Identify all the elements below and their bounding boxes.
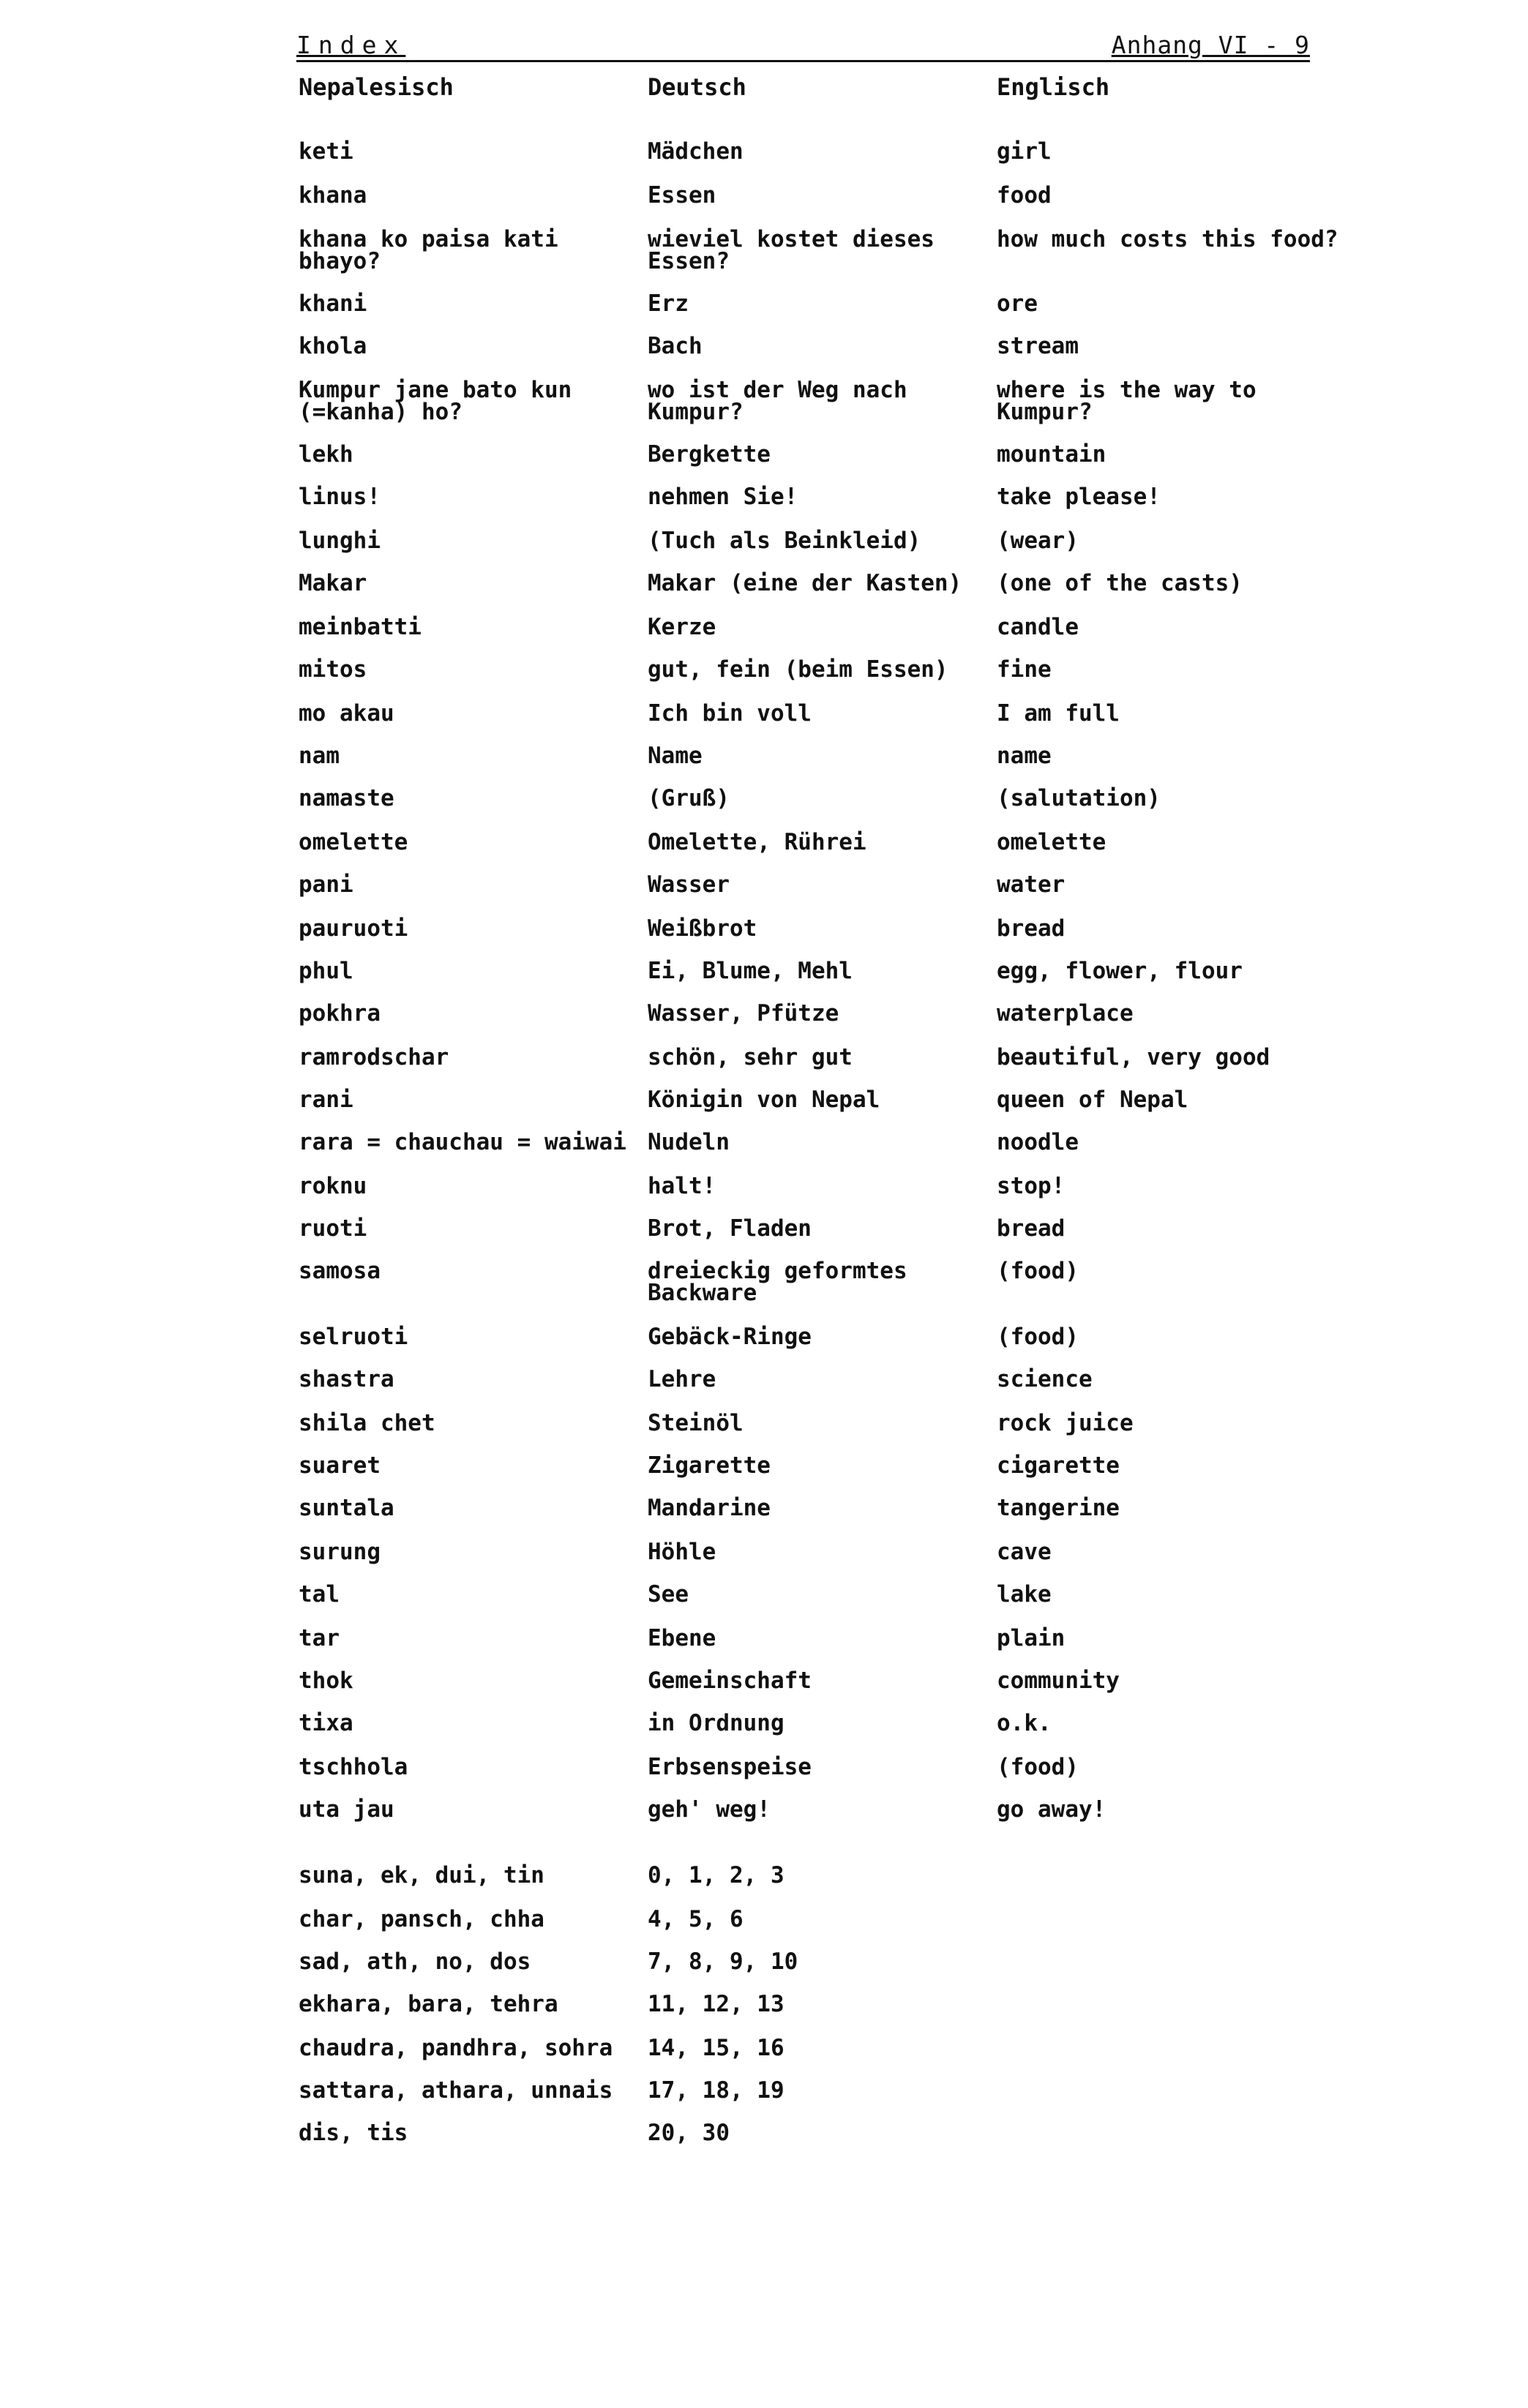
entry-german: schön, sehr gut	[648, 1044, 853, 1070]
number-nepali: char, pansch, chha	[299, 1906, 544, 1932]
entry-nepali: tixa	[299, 1710, 353, 1736]
number-digits: 7, 8, 9, 10	[648, 1948, 798, 1975]
page-header	[296, 31, 1310, 62]
number-digits: 14, 15, 16	[648, 2035, 784, 2061]
number-digits: 20, 30	[648, 2120, 730, 2146]
entry-english: girl	[997, 138, 1052, 165]
entry-nepali: pokhra	[299, 1000, 381, 1027]
entry-nepali: samosa	[299, 1258, 381, 1284]
entry-english: candle	[997, 614, 1079, 640]
entry-german: Mandarine	[648, 1495, 771, 1521]
entry-nepali: pani	[299, 871, 353, 898]
number-digits: 0, 1, 2, 3	[648, 1862, 784, 1888]
entry-nepali: nam	[299, 743, 340, 769]
entry-german: Steinöl	[648, 1410, 744, 1436]
entry-german: Weißbrot	[648, 915, 757, 942]
entry-german: wo ist der Weg nach Kumpur?	[648, 377, 907, 425]
entry-german: wieviel kostet dieses Essen?	[648, 226, 935, 274]
entry-nepali: khani	[299, 290, 367, 317]
entry-english: I am full	[997, 700, 1120, 727]
entry-english: bread	[997, 1215, 1066, 1242]
number-digits: 11, 12, 13	[648, 1991, 784, 2017]
entry-english: name	[997, 743, 1052, 769]
entry-nepali: Kumpur jane bato kun (=kanha) ho?	[299, 377, 572, 425]
entry-german: Erbsenspeise	[648, 1754, 812, 1780]
entry-german: See	[648, 1581, 689, 1608]
number-digits: 17, 18, 19	[648, 2077, 784, 2104]
entry-english: lake	[997, 1581, 1052, 1608]
entry-english: omelette	[997, 829, 1106, 855]
entry-german: Ich bin voll	[648, 700, 812, 727]
entry-english: take please!	[997, 484, 1161, 510]
entry-english: food	[997, 182, 1052, 209]
entry-german: Name	[648, 743, 703, 769]
number-nepali: ekhara, bara, tehra	[299, 1991, 558, 2017]
entry-german: Gebäck-Ringe	[648, 1324, 812, 1350]
entry-nepali: uta jau	[299, 1796, 394, 1823]
entry-german: Königin von Nepal	[648, 1087, 880, 1113]
entry-english: (food)	[997, 1324, 1079, 1350]
entry-english: how much costs this food?	[997, 226, 1338, 252]
entry-nepali: khana	[299, 182, 367, 209]
entry-nepali: lunghi	[299, 528, 381, 554]
entry-german: Erz	[648, 290, 689, 317]
number-nepali: chaudra, pandhra, sohra	[299, 2035, 613, 2061]
number-nepali: sad, ath, no, dos	[299, 1948, 531, 1975]
entry-english: go away!	[997, 1796, 1106, 1823]
entry-english: cigarette	[997, 1452, 1120, 1479]
entry-nepali: meinbatti	[299, 614, 422, 640]
entry-nepali: selruoti	[299, 1324, 408, 1350]
entry-english: beautiful, very good	[997, 1044, 1270, 1070]
entry-english: water	[997, 871, 1066, 898]
entry-english: plain	[997, 1625, 1066, 1651]
entry-english: where is the way to Kumpur?	[997, 377, 1257, 425]
entry-german: Kerze	[648, 614, 716, 640]
entry-german: Höhle	[648, 1539, 716, 1565]
number-digits: 4, 5, 6	[648, 1906, 744, 1932]
entry-english: cave	[997, 1539, 1052, 1565]
entry-nepali: phul	[299, 958, 353, 984]
entry-nepali: keti	[299, 138, 353, 165]
entry-english: science	[997, 1366, 1093, 1392]
entry-german: Wasser, Pfütze	[648, 1000, 839, 1027]
entry-english: fine	[997, 656, 1052, 683]
column-heading-german: Deutsch	[648, 73, 746, 101]
entry-german: Mädchen	[648, 138, 744, 165]
entry-nepali: ruoti	[299, 1215, 367, 1242]
entry-german: (Gruß)	[648, 785, 730, 811]
entry-nepali: linus!	[299, 484, 381, 510]
entry-german: in Ordnung	[648, 1710, 784, 1736]
entry-english: community	[997, 1668, 1120, 1694]
entry-english: (salutation)	[997, 785, 1161, 811]
entry-german: Brot, Fladen	[648, 1215, 812, 1242]
entry-nepali: mitos	[299, 656, 367, 683]
entry-nepali: omelette	[299, 829, 408, 855]
entry-nepali: rani	[299, 1087, 353, 1113]
entry-german: gut, fein (beim Essen)	[648, 656, 948, 683]
entry-german: Essen	[648, 182, 716, 209]
entry-nepali: lekh	[299, 441, 353, 468]
entry-nepali: tschhola	[299, 1754, 408, 1780]
number-nepali: sattara, athara, unnais	[299, 2077, 613, 2104]
entry-nepali: tal	[299, 1581, 340, 1608]
entry-nepali: shila chet	[299, 1410, 435, 1436]
column-heading-nepali: Nepalesisch	[299, 73, 454, 101]
entry-english: rock juice	[997, 1410, 1134, 1436]
entry-nepali: shastra	[299, 1366, 394, 1392]
entry-nepali: surung	[299, 1539, 381, 1565]
entry-german: nehmen Sie!	[648, 484, 798, 510]
entry-nepali: khola	[299, 333, 367, 359]
entry-english: mountain	[997, 441, 1106, 468]
entry-english: bread	[997, 915, 1066, 942]
entry-english: (food)	[997, 1258, 1079, 1284]
entry-german: dreieckig geformtes Backware	[648, 1258, 907, 1306]
entry-nepali: roknu	[299, 1173, 367, 1199]
entry-german: (Tuch als Beinkleid)	[648, 528, 921, 554]
header-index-title: Index	[296, 31, 406, 59]
entry-nepali: pauruoti	[299, 915, 408, 942]
entry-german: Makar (eine der Kasten)	[648, 570, 962, 596]
entry-german: Bach	[648, 333, 703, 359]
entry-german: Omelette, Rührei	[648, 829, 866, 855]
entry-german: halt!	[648, 1173, 716, 1199]
entry-nepali: Makar	[299, 570, 367, 596]
entry-german: Ei, Blume, Mehl	[648, 958, 853, 984]
entry-english: stream	[997, 333, 1079, 359]
entry-german: Lehre	[648, 1366, 716, 1392]
entry-english: stop!	[997, 1173, 1066, 1199]
entry-nepali: namaste	[299, 785, 394, 811]
entry-nepali: ramrodschar	[299, 1044, 449, 1070]
entry-english: egg, flower, flour	[997, 958, 1243, 984]
entry-nepali: mo akau	[299, 700, 394, 727]
number-nepali: suna, ek, dui, tin	[299, 1862, 544, 1888]
entry-english: noodle	[997, 1129, 1079, 1155]
entry-nepali: suntala	[299, 1495, 394, 1521]
entry-german: Gemeinschaft	[648, 1668, 812, 1694]
entry-english: queen of Nepal	[997, 1087, 1188, 1113]
entry-nepali: thok	[299, 1668, 353, 1694]
entry-german: Ebene	[648, 1625, 716, 1651]
entry-german: Nudeln	[648, 1129, 730, 1155]
entry-english: (food)	[997, 1754, 1079, 1780]
entry-nepali: tar	[299, 1625, 340, 1651]
entry-german: geh' weg!	[648, 1796, 771, 1823]
entry-german: Wasser	[648, 871, 730, 898]
column-heading-english: Englisch	[997, 73, 1110, 101]
entry-nepali: rara = chauchau = waiwai	[299, 1129, 626, 1155]
entry-english: ore	[997, 290, 1038, 317]
entry-english: (wear)	[997, 528, 1079, 554]
entry-english: waterplace	[997, 1000, 1134, 1027]
entry-english: tangerine	[997, 1495, 1120, 1521]
header-page-number: Anhang VI - 9	[1111, 31, 1310, 59]
entry-german: Bergkette	[648, 441, 771, 468]
entry-english: (one of the casts)	[997, 570, 1243, 596]
entry-nepali: khana ko paisa kati bhayo?	[299, 226, 558, 274]
entry-german: Zigarette	[648, 1452, 771, 1479]
number-nepali: dis, tis	[299, 2120, 408, 2146]
entry-nepali: suaret	[299, 1452, 381, 1479]
entry-english: o.k.	[997, 1710, 1052, 1736]
